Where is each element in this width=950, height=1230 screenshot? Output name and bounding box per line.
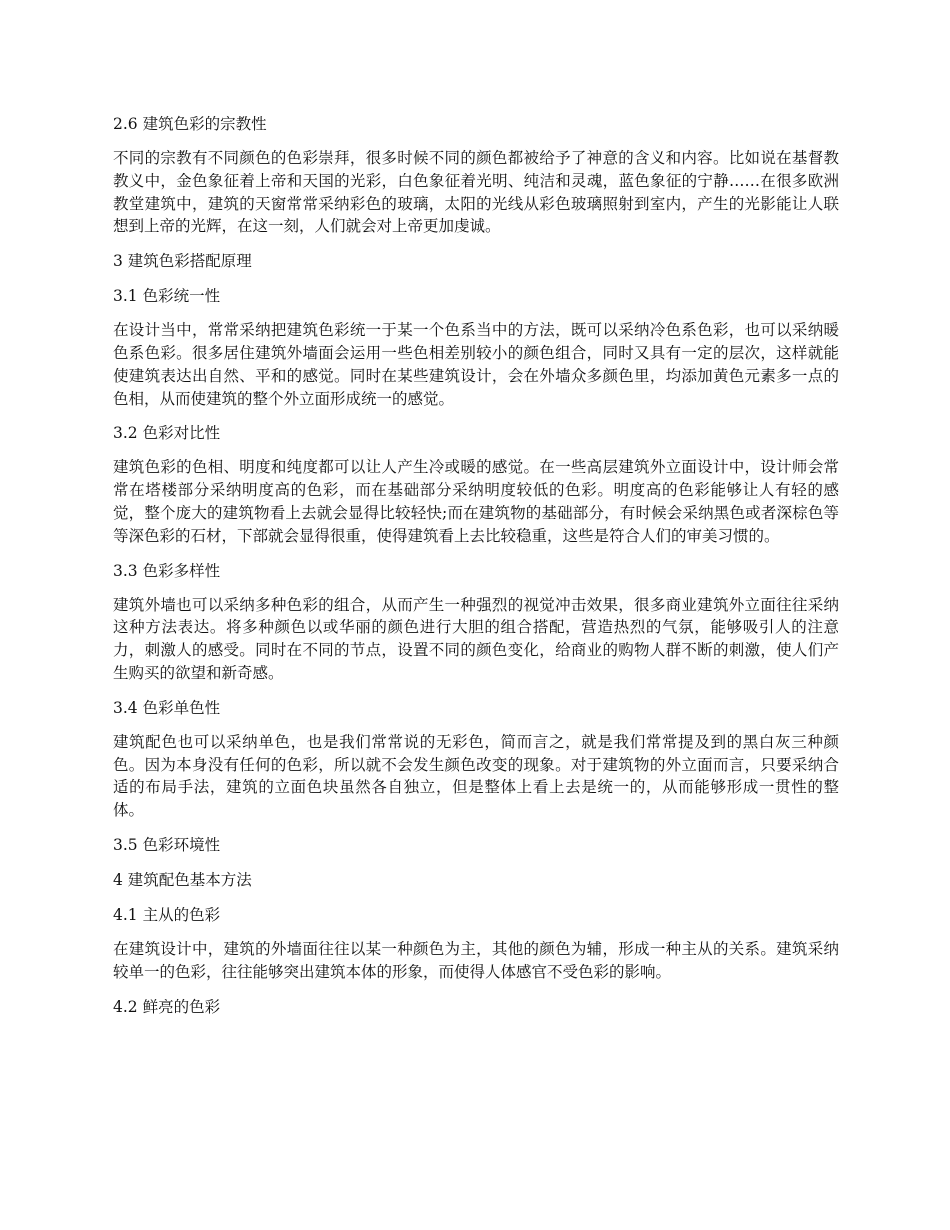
heading-3: 3 建筑色彩搭配原理 [113,252,252,271]
heading-4-2: 4.2 鲜亮的色彩 [113,997,221,1016]
heading-3-5: 3.5 色彩环境性 [113,835,221,854]
para-3-2: 建筑色彩的色相、明度和纯度都可以让人产生冷或暖的感觉。在一些高层建筑外立面设计中，设计师会常常在塔楼部分采纳明度高的色彩，而在基础部分采纳明度较低的色彩。明度高的色彩能够让人有轻的感觉，整个庞大的建筑物看上去就会显得比较轻快;而在建筑物的基础部分，有时候会采纳黑色或者深棕色等等深色彩的石材，下部就会显得很重，使得建筑看上去比较稳重，这些是符合人们的审美习惯的。 [113,458,839,545]
para-4-1: 在建筑设计中，建筑的外墙面往往以某一种颜色为主，其他的颜色为辅，形成一种主从的关系。建筑采纳较单一的色彩，往往能够突出建筑本体的形象，而使得人体感官不受色彩的影响。 [113,939,839,981]
heading-2-6: 2.6 建筑色彩的宗教性 [113,115,267,133]
heading-3-3: 3.3 色彩多样性 [113,561,221,580]
para-3-4: 建筑配色也可以采纳单色，也是我们常常说的无彩色，简而言之，就是我们常常提及到的黑白灰三种颜色。因为本身没有任何的色彩，所以就不会发生颜色改变的现象。对于建筑物的外立面而言，只要采纳合适的布局手法，建筑的立面色块虽然各自独立，但是整体上看上去是统一的，从而能够形成一贯性的整体。 [113,732,839,820]
heading-4-1: 4.1 主从的色彩 [113,905,221,924]
document-page [113,112,839,1030]
para-2-6: 不同的宗教有不同颜色的色彩崇拜，很多时候不同的颜色都被给予了神意的含义和内容。比如说在基督教教义中，金色象征着上帝和天国的光彩，白色象征着光明、纯洁和灵魂，蓝色象征的宁静……在很多欧洲教堂建筑中，建筑的天窗常常采纳彩色的玻璃，太阳的光线从彩色玻璃照射到室内，产生的光影能让人联想到上帝的光辉，在这一刻，人们就会对上帝更加虔诚。 [113,149,839,236]
heading-3-4: 3.4 色彩单色性 [113,698,221,717]
heading-4: 4 建筑配色基本方法 [113,870,252,889]
heading-3-1: 3.1 色彩统一性 [113,287,221,306]
heading-3-2: 3.2 色彩对比性 [113,424,221,443]
para-3-3: 建筑外墙也可以采纳多种色彩的组合，从而产生一种强烈的视觉冲击效果，很多商业建筑外立面往往采纳这种方法表达。将多种颜色以或华丽的颜色进行大胆的组合搭配，营造热烈的气氛，能够吸引人的注意力，刺激人的感受。同时在不同的节点，设置不同的颜色变化，给商业的购物人群不断的刺激，使人们产生购买的欲望和新奇感。 [113,595,839,682]
para-3-1: 在设计当中，常常采纳把建筑色彩统一于某一个色系当中的方法，既可以采纳冷色系色彩，也可以采纳暖色系色彩。很多居住建筑外墙面会运用一些色相差别较小的颜色组合，同时又具有一定的层次，这样就能使建筑表达出自然、平和的感觉。同时在某些建筑设计，会在外墙众多颜色里，均添加黄色元素多一点的色相，从而使建筑的整个外立面形成统一的感觉。 [113,321,839,408]
